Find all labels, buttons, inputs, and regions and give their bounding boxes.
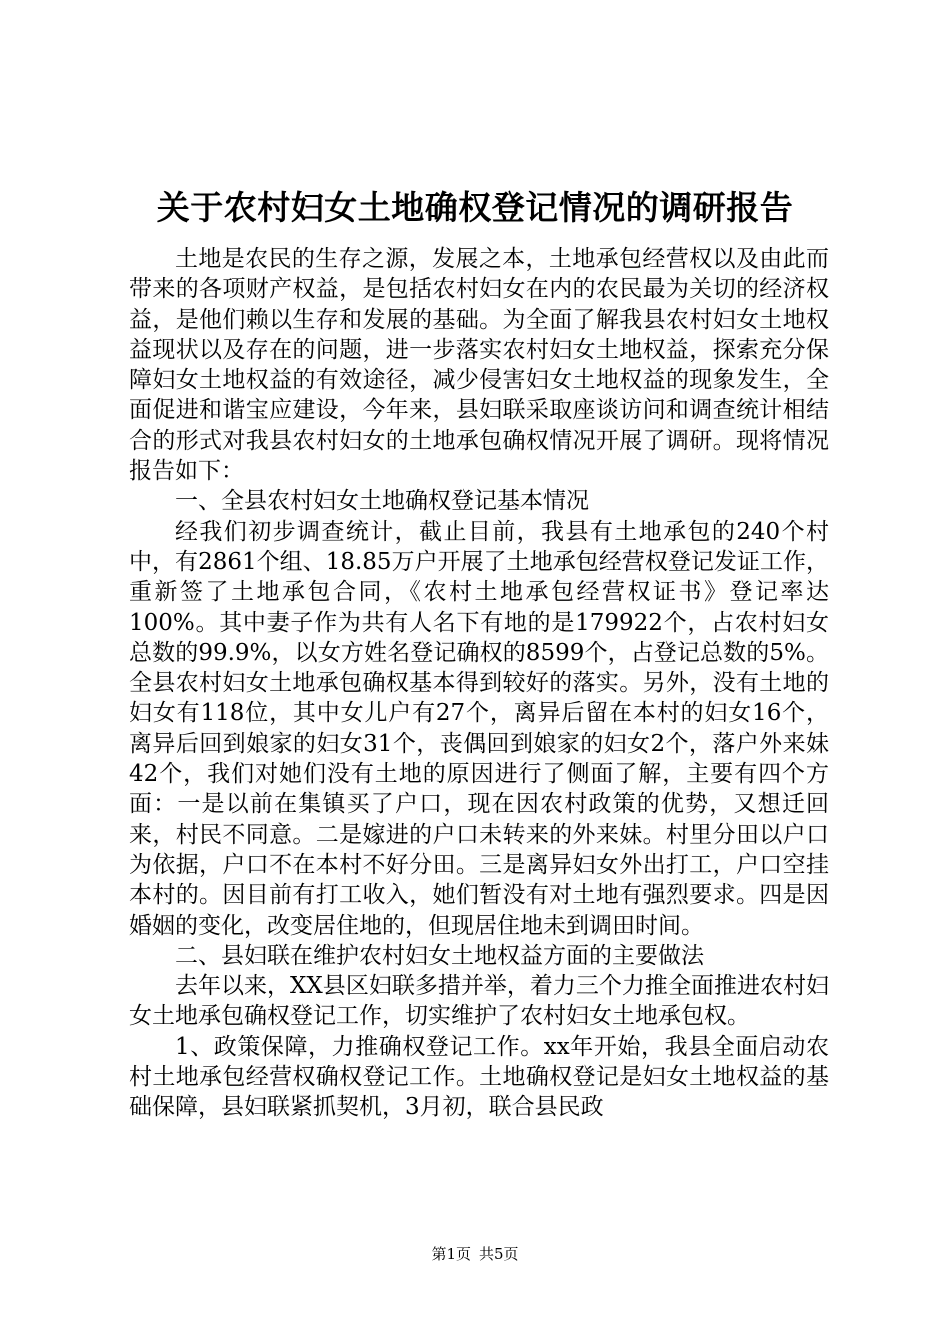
page-total: 共5页 — [479, 1245, 519, 1263]
subsection-1-paragraph: 1、政策保障，力推确权登记工作。xx年开始，我县全面启动农村土地承包经营权确权登记工作。土地确权登记是妇女土地权益的基础保障，县妇联紧抓契机，3月初，联合县民政 — [129, 1033, 829, 1121]
section-1-paragraph: 经我们初步调查统计，截止目前，我县有土地承包的240个村中，有2861个组、18.85万户开展了土地承包经营权登记发证工作，重新签了土地承包合同，《农村土地承包经营权证书》登记率达100%。其中妻子作为共有人名下有地的是179922个，占农村妇女总数的99.9%，以女方姓名登记确权的8599个，占登记总数的5%。全县农村妇女土地承包确权基本得到较好的落实。另外，没有土地的妇女有118位，其中女儿户有27个，离异后留在本村的妇女16个，离异后回到娘家的妇女31个，丧偶回到娘家的妇女2个，落户外来妹42个，我们对她们没有土地的原因进行了侧面了解，主要有四个方面：一是以前在集镇买了户口，现在因农村政策的优势，又想迁回来，村民不同意。二是嫁进的户口未转来的外来妹。村里分田以户口为依据，户口不在本村不好分田。三是离异妇女外出打工，户口空挂本村的。因目前有打工收入，她们暂没有对土地有强烈要求。四是因婚姻的变化，改变居住地的，但现居住地未到调田时间。 — [129, 518, 829, 939]
document-body — [129, 244, 829, 1123]
section-heading-2: 二、县妇联在维护农村妇女土地权益方面的主要做法 — [175, 942, 704, 969]
intro-paragraph: 土地是农民的生存之源，发展之本，土地承包经营权以及由此而带来的各项财产权益，是包括农村妇女在内的农民最为关切的经济权益，是他们赖以生存和发展的基础。为全面了解我县农村妇女土地权益现状以及存在的问题，进一步落实农村妇女土地权益，探索充分保障妇女土地权益的有效途径，减少侵害妇女土地权益的现象发生，全面促进和谐宝应建设，今年来，县妇联采取座谈访问和调查统计相结合的形式对我县农村妇女的土地承包确权情况开展了调研。现将情况报告如下： — [129, 246, 829, 485]
section-heading-1: 一、全县农村妇女土地确权登记基本情况 — [175, 488, 589, 515]
page-footer — [0, 1244, 950, 1264]
document-title: 关于农村妇女土地确权登记情况的调研报告 — [156, 188, 794, 227]
section-2-paragraph: 去年以来，XX县区妇联多措并举，着力三个力推全面推进农村妇女土地承包确权登记工作，切实维护了农村妇女土地承包权。 — [129, 973, 829, 1030]
page-number: 第1页 — [431, 1245, 471, 1263]
